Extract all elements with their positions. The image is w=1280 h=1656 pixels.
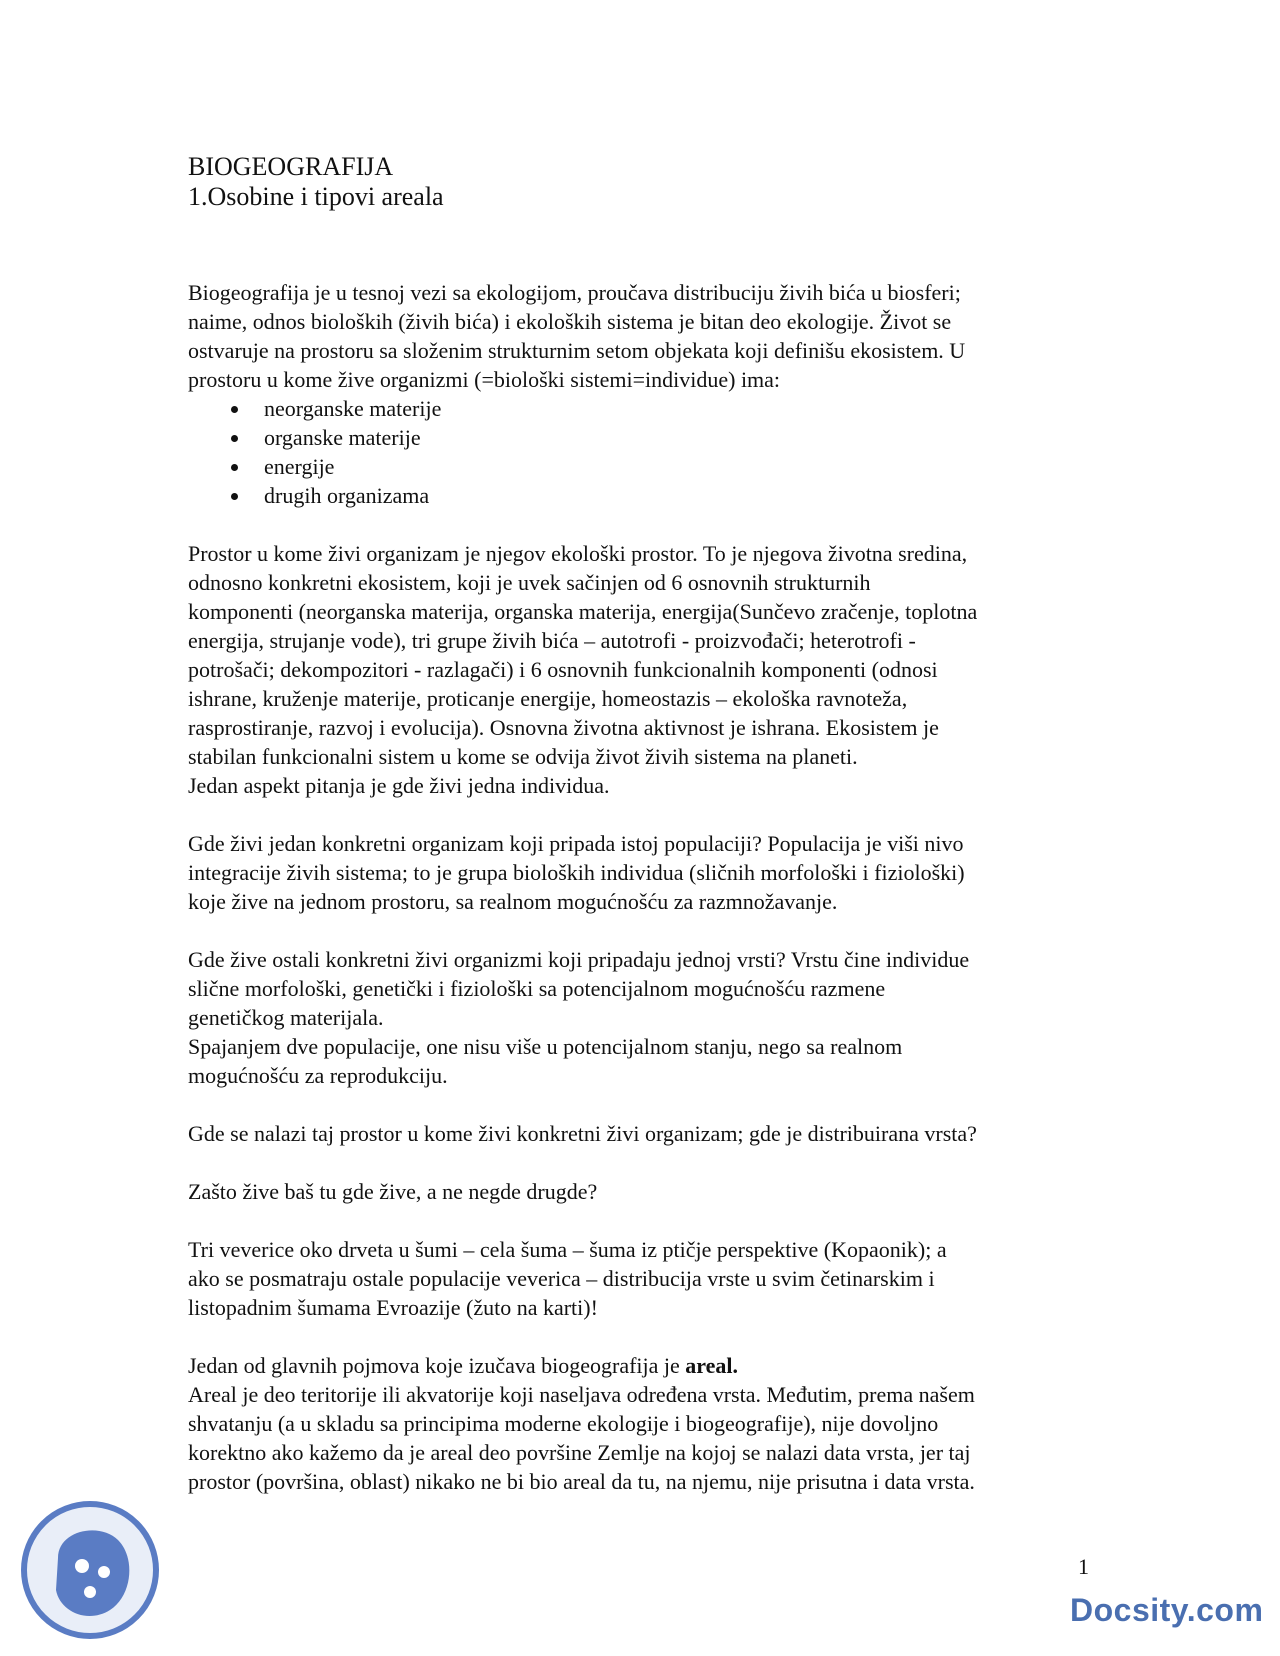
paragraph-areal-intro <box>188 1351 1108 1380</box>
bullet-icon <box>231 406 238 413</box>
list-item-text: organske materije <box>264 425 421 450</box>
paragraph-species: Gde žive ostali konkretni živi organizmi koji pripadaju jednoj vrsti? Vrstu čine individue slične morfološki, genetički i fiziološki sa potencijalnom mogućnošću razmene genetičkog materijala. Spajanjem dve populacije, one nisu više u potencijalnom stanju, nego sa realnom mogućnošću za reprodukciju. <box>188 947 970 1088</box>
list-item <box>188 394 1108 423</box>
paragraph-distribution-question: Gde se nalazi taj prostor u kome živi konkretni živi organizam; gde je distribuirana vrsta? <box>188 1121 977 1146</box>
bullet-list <box>188 394 1108 510</box>
list-item <box>188 423 1108 452</box>
paragraph-ecosystem: Prostor u kome živi organizam je njegov ekološki prostor. To je njegova životna sredina, odnosno konkretni ekosistem, koji je uvek sačinjen od 6 osnovnih strukturnih komponenti (neorganska materija, organska materija, energija(Sunčevo zračenje, toplotna energija, strujanje vode), tri grupe živih bića – autotrofi - proizvođači; heterotrofi - potrošači; dekompozitori - razlagači) i 6 osnovnih funkcionalnih komponenti (odnosi ishrane, kruženje materije, proticanje energije, homeostazis – ekološka ravnoteža, rasprostiranje, razvoj i evolucija). Osnovna životna aktivnost je ishrana. Ekosistem je stabilan funkcionalni sistem u kome se odvija život živih sistema na planeti. Jedan aspekt pitanja je gde živi jedna individua. <box>188 541 978 798</box>
document-title: BIOGEOGRAFIJA <box>188 152 394 181</box>
page-number: 1 <box>1078 1554 1089 1579</box>
paragraph-population: Gde živi jedan konkretni organizam koji pripada istoj populaciji? Populacija je viši nivo integracije živih sistema; to je grupa bioloških individua (sličnih morfološki i fiziološki) koje žive na jednom prostoru, sa realnom mogućnošću za razmnožavanje. <box>188 831 965 914</box>
bullet-icon <box>231 435 238 442</box>
areal-intro-text: Jedan od glavnih pojmova koje izučava biogeografija je <box>188 1353 686 1378</box>
document-subtitle: 1.Osobine i tipovi areala <box>188 182 444 211</box>
paragraph-why-question: Zašto žive baš tu gde žive, a ne negde drugde? <box>188 1179 598 1204</box>
list-item-text: neorganske materije <box>264 396 442 421</box>
areal-term: areal. <box>685 1353 739 1378</box>
intro-paragraph: Biogeografija je u tesnoj vezi sa ekologijom, proučava distribuciju živih bića u biosferi; naime, odnos bioloških (živih bića) i ekoloških sistema je bitan deo ekologije. Život se ostvaruje na prostoru sa složenim strukturnim setom objekata koji definišu ekosistem. U prostoru u kome žive organizmi (=biološki sistemi=individue) ima: <box>188 280 966 392</box>
docsity-wordmark[interactable]: Docsity.com <box>1070 1592 1264 1628</box>
paragraph-areal-definition: Areal je deo teritorije ili akvatorije koji naseljava određena vrsta. Međutim, prema našem shvatanju (a u skladu sa principima moderne ekologije i biogeografije), nije dovoljno korektno ako kažemo da je areal deo površine Zemlje na kojoj se nalazi data vrsta, jer taj prostor (površina, oblast) nikako ne bi bio areal da tu, na njemu, nije prisutna i data vrsta. <box>188 1382 975 1494</box>
list-item-text: energije <box>264 454 335 479</box>
list-item <box>188 452 1108 481</box>
document-body <box>188 152 1108 1496</box>
list-item-text: drugih organizama <box>264 483 430 508</box>
bullet-icon <box>231 464 238 471</box>
title-block <box>188 152 1108 212</box>
docsity-logo-icon <box>20 1500 160 1640</box>
paragraph-squirrels: Tri veverice oko drveta u šumi – cela šuma – šuma iz ptičje perspektive (Kopaonik); a ako se posmatraju ostale populacije veverica – distribucija vrste u svim četinarskim i listopadnim šumama Evroazije (žuto na karti)! <box>188 1237 947 1320</box>
list-item <box>188 481 1108 510</box>
bullet-icon <box>231 493 238 500</box>
